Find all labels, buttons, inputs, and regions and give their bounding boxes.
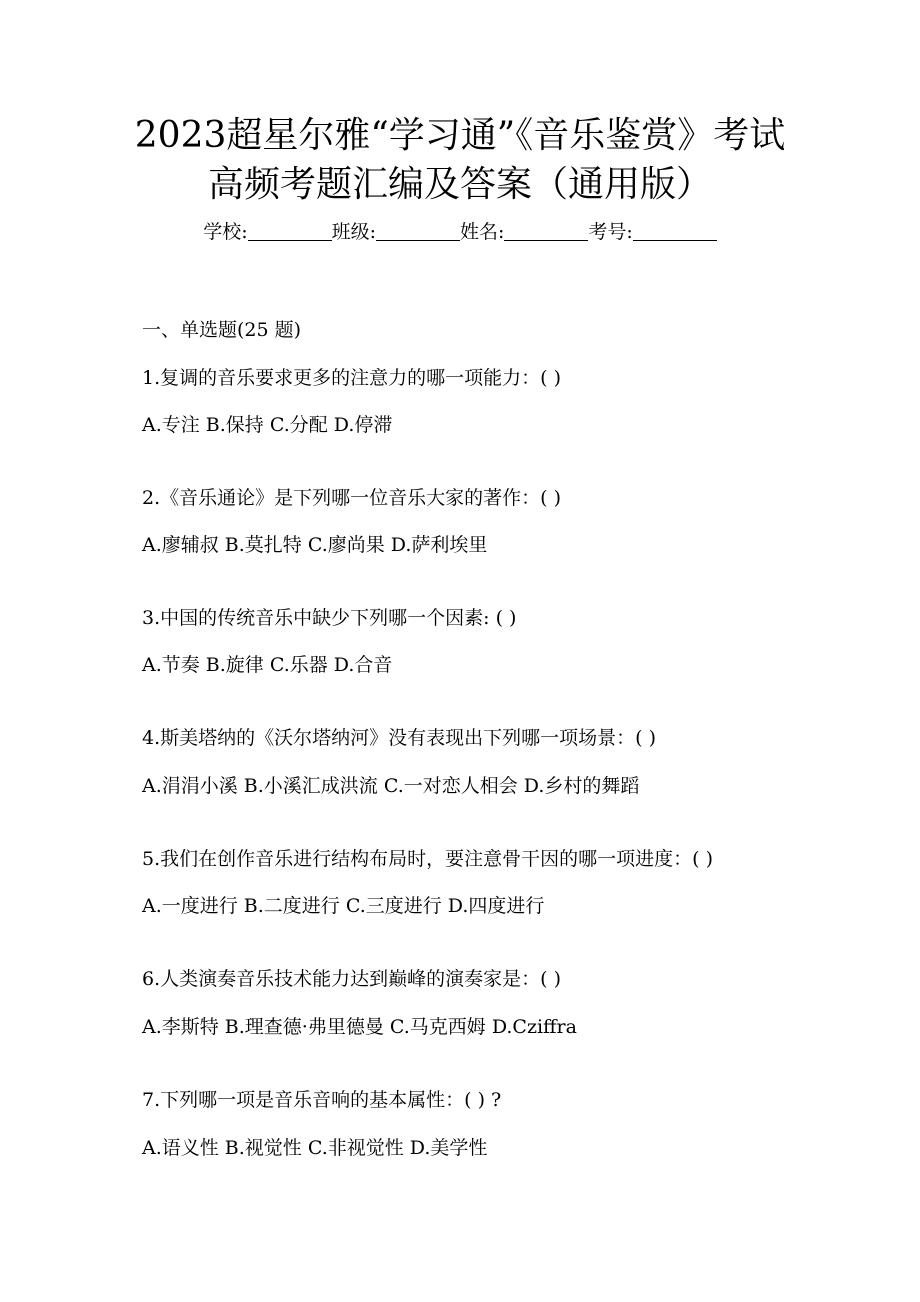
question-6-text: 6.人类演奏音乐技术能力达到巅峰的演奏家是：( ) xyxy=(142,968,561,990)
name-label: 姓名: xyxy=(460,221,505,243)
number-blank[interactable] xyxy=(633,220,717,241)
question-3-options: A.节奏 B.旋律 C.乐器 D.合音 xyxy=(142,654,393,676)
school-label: 学校: xyxy=(203,221,248,243)
name-blank[interactable] xyxy=(504,220,588,241)
school-blank[interactable] xyxy=(248,220,332,241)
student-info-line xyxy=(0,218,920,246)
question-6-options: A.李斯特 B.理查德·弗里德曼 C.马克西姆 D.Cziffra xyxy=(142,1016,577,1038)
number-label: 考号: xyxy=(588,221,633,243)
question-1-text: 1.复调的音乐要求更多的注意力的哪一项能力：( ) xyxy=(142,367,561,389)
question-5-text: 5.我们在创作音乐进行结构布局时，要注意骨干因的哪一项进度：( ) xyxy=(142,848,713,870)
document-title-line-1: 2023超星尔雅“学习通”《音乐鉴赏》考试 xyxy=(134,115,786,156)
question-3-text: 3.中国的传统音乐中缺少下列哪一个因素: ( ) xyxy=(142,607,517,629)
question-1-options: A.专注 B.保持 C.分配 D.停滞 xyxy=(142,414,393,436)
class-blank[interactable] xyxy=(376,220,460,241)
question-7-options: A.语义性 B.视觉性 C.非视觉性 D.美学性 xyxy=(142,1137,488,1159)
document-title-line-2: 高频考题汇编及答案（通用版） xyxy=(207,164,712,205)
question-4-options: A.涓涓小溪 B.小溪汇成洪流 C.一对恋人相会 D.乡村的舞蹈 xyxy=(142,775,640,797)
question-2-text: 2.《音乐通论》是下列哪一位音乐大家的著作：( ) xyxy=(142,487,561,509)
question-2-options: A.廖辅叔 B.莫扎特 C.廖尚果 D.萨利埃里 xyxy=(142,534,488,556)
class-label: 班级: xyxy=(331,221,376,243)
question-4-text: 4.斯美塔纳的《沃尔塔纳河》没有表现出下列哪一项场景：( ) xyxy=(142,727,656,749)
question-7-text: 7.下列哪一项是音乐音响的基本属性：( ) ? xyxy=(142,1089,502,1111)
section-heading: 一、单选题(25 题) xyxy=(142,319,302,341)
question-5-options: A.一度进行 B.二度进行 C.三度进行 D.四度进行 xyxy=(142,895,545,917)
